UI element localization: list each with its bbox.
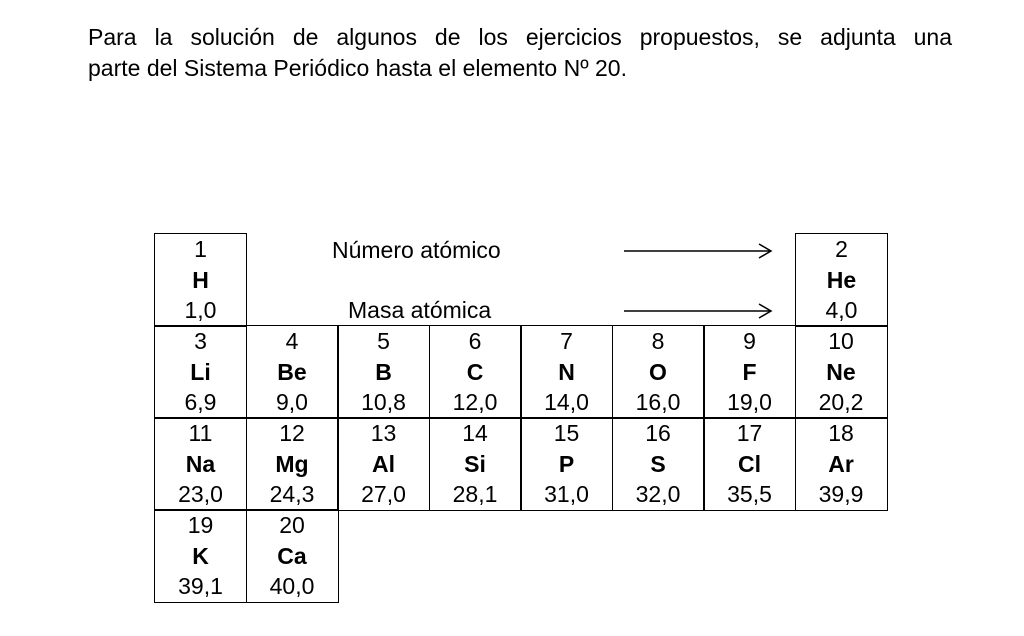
atomic-number: 1 bbox=[194, 236, 207, 262]
atomic-number-label: Número atómico bbox=[332, 237, 501, 263]
element-cell-na bbox=[154, 417, 247, 511]
element-symbol: S bbox=[650, 450, 666, 477]
element-cell-al bbox=[337, 417, 430, 511]
element-cell-n bbox=[520, 325, 613, 419]
atomic-number: 14 bbox=[462, 420, 488, 446]
element-cell-s bbox=[612, 417, 705, 511]
atomic-mass: 20,2 bbox=[818, 389, 864, 415]
element-symbol: Ca bbox=[277, 542, 307, 569]
atomic-number: 5 bbox=[377, 328, 390, 354]
element-cell-o bbox=[612, 325, 705, 419]
element-cell-he bbox=[795, 233, 888, 327]
element-symbol: Si bbox=[464, 450, 486, 477]
atomic-number: 4 bbox=[285, 328, 299, 354]
atomic-number: 9 bbox=[743, 328, 756, 354]
element-cell-c bbox=[429, 325, 522, 419]
atomic-mass: 9,0 bbox=[276, 389, 308, 415]
element-cell-f bbox=[703, 325, 796, 419]
atomic-number: 7 bbox=[560, 328, 573, 354]
element-symbol: Be bbox=[277, 358, 307, 385]
atomic-number: 10 bbox=[828, 328, 854, 354]
atomic-mass: 27,0 bbox=[361, 481, 406, 507]
element-symbol: P bbox=[558, 450, 575, 477]
atomic-mass: 14,0 bbox=[544, 389, 589, 415]
intro-line-1: Para la solución de algunos de los ejercicios propuestos, se adjunta una bbox=[88, 24, 952, 50]
atomic-mass: 6,9 bbox=[184, 389, 217, 415]
element-symbol: F bbox=[742, 358, 757, 385]
element-cell-si bbox=[429, 417, 522, 511]
element-symbol: Ar bbox=[828, 450, 854, 477]
atomic-number: 13 bbox=[370, 420, 397, 446]
atomic-mass: 28,1 bbox=[452, 481, 498, 507]
atomic-mass: 23,0 bbox=[178, 481, 223, 507]
atomic-mass: 24,3 bbox=[269, 481, 315, 507]
element-cell-p bbox=[520, 417, 613, 511]
atomic-number: 3 bbox=[194, 328, 207, 354]
element-symbol: O bbox=[649, 358, 667, 385]
element-symbol: He bbox=[826, 266, 857, 293]
atomic-mass-arrow-icon bbox=[624, 301, 774, 321]
atomic-number: 19 bbox=[187, 512, 214, 538]
atomic-number: 6 bbox=[468, 328, 482, 354]
element-symbol: Li bbox=[190, 358, 211, 385]
atomic-mass: 40,0 bbox=[269, 573, 315, 599]
atomic-mass-label: Masa atómica bbox=[348, 297, 492, 323]
element-symbol: Mg bbox=[275, 450, 309, 477]
element-cell-b bbox=[337, 325, 430, 419]
atomic-mass: 19,0 bbox=[727, 389, 772, 415]
atomic-mass: 1,0 bbox=[184, 297, 217, 323]
atomic-mass: 39,1 bbox=[178, 573, 223, 599]
atomic-mass: 31,0 bbox=[544, 481, 589, 507]
element-symbol: B bbox=[375, 358, 392, 385]
element-symbol: C bbox=[466, 358, 484, 385]
atomic-number: 12 bbox=[279, 420, 305, 446]
atomic-mass: 39,9 bbox=[818, 481, 864, 507]
element-cell-ne bbox=[795, 325, 888, 419]
intro-line-2: parte del Sistema Periódico hasta el elemento Nº 20. bbox=[88, 55, 627, 81]
element-cell-be bbox=[246, 325, 339, 419]
element-symbol: N bbox=[558, 358, 575, 385]
atomic-number: 20 bbox=[279, 512, 305, 538]
element-cell-ar bbox=[795, 417, 888, 511]
atomic-number: 8 bbox=[651, 328, 665, 354]
element-cell-k bbox=[154, 509, 247, 603]
atomic-number-arrow-icon bbox=[624, 241, 774, 261]
element-cell-mg bbox=[246, 417, 339, 511]
element-symbol: Ne bbox=[826, 358, 856, 385]
element-cell-cl bbox=[703, 417, 796, 511]
element-symbol: K bbox=[192, 542, 209, 569]
atomic-mass: 35,5 bbox=[727, 481, 772, 507]
atomic-number: 2 bbox=[835, 236, 848, 262]
atomic-number: 18 bbox=[828, 420, 854, 446]
element-symbol: Cl bbox=[738, 450, 761, 477]
intro-paragraph bbox=[88, 22, 952, 84]
periodic-table bbox=[154, 233, 886, 601]
atomic-number: 17 bbox=[736, 420, 763, 446]
element-cell-li bbox=[154, 325, 247, 419]
atomic-mass: 32,0 bbox=[635, 481, 681, 507]
element-cell-ca bbox=[246, 509, 339, 603]
atomic-mass: 12,0 bbox=[452, 389, 498, 415]
atomic-number: 15 bbox=[553, 420, 580, 446]
atomic-number: 16 bbox=[645, 420, 671, 446]
element-cell-h bbox=[154, 233, 247, 327]
atomic-mass: 4,0 bbox=[825, 297, 858, 323]
element-symbol: Al bbox=[372, 450, 395, 477]
atomic-mass: 16,0 bbox=[635, 389, 681, 415]
atomic-number: 11 bbox=[188, 420, 213, 446]
atomic-mass: 10,8 bbox=[361, 389, 406, 415]
element-symbol: Na bbox=[185, 450, 216, 477]
element-symbol: H bbox=[192, 266, 209, 293]
